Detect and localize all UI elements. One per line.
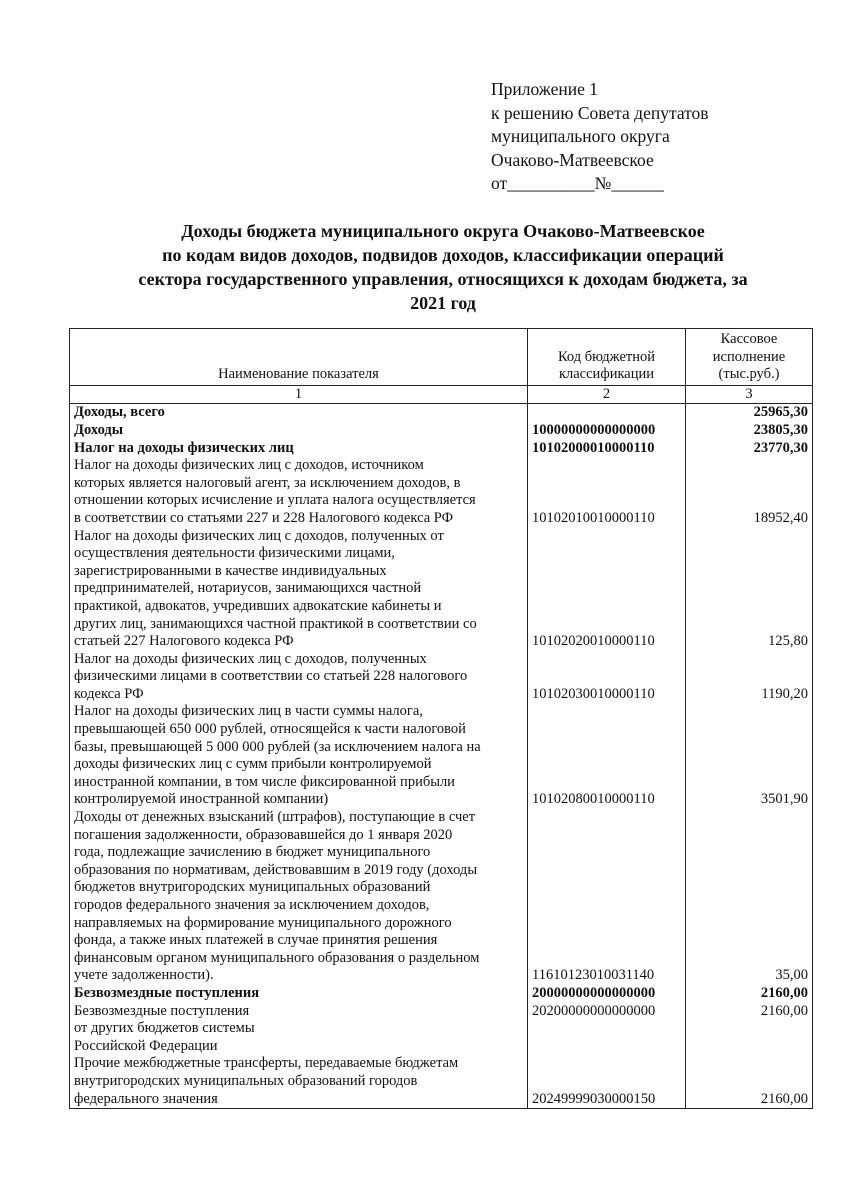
row-amount: 23770,30 bbox=[686, 440, 813, 458]
header-code: Код бюджетной классификации bbox=[528, 329, 686, 386]
row-name-line: Прочие межбюджетные трансферты, передаваемые бюджетам bbox=[74, 1055, 459, 1072]
row-name bbox=[70, 440, 528, 458]
row-name-line: других лиц, занимающихся частной практикой в соответствии со bbox=[74, 615, 477, 632]
table-row bbox=[70, 1003, 813, 1056]
row-amount: 2160,00 bbox=[686, 985, 813, 1003]
row-amount: 2160,00 bbox=[686, 1003, 813, 1056]
column-number-row bbox=[70, 385, 813, 404]
table-row bbox=[70, 703, 813, 809]
row-name-line: доходы физических лиц с сумм прибыли контролируемой bbox=[74, 756, 432, 773]
table-row bbox=[70, 651, 813, 704]
row-name bbox=[70, 703, 528, 809]
row-amount: 25965,30 bbox=[686, 404, 813, 422]
income-table bbox=[69, 328, 813, 1109]
title-line: по кодам видов доходов, подвидов доходов, классификации операций bbox=[162, 245, 724, 265]
row-amount: 2160,00 bbox=[686, 1055, 813, 1108]
appendix-line: Очаково-Матвеевское bbox=[491, 149, 654, 170]
row-code: 20249999030000150 bbox=[528, 1055, 686, 1108]
row-code: 20200000000000000 bbox=[528, 1003, 686, 1056]
document-title bbox=[60, 219, 826, 315]
row-name-line: направляемых на формирование муниципального дорожного bbox=[74, 914, 452, 931]
row-amount: 18952,40 bbox=[686, 457, 813, 527]
column-number: 3 bbox=[686, 385, 813, 404]
row-name-line: предпринимателей, нотариусов, занимающихся частной bbox=[74, 580, 422, 597]
row-name-line: года, подлежащие зачислению в бюджет муниципального bbox=[74, 844, 431, 861]
row-code: 10102000010000110 bbox=[528, 440, 686, 458]
row-name-line: внутригородских муниципальных образований городов bbox=[74, 1072, 418, 1089]
row-name bbox=[70, 1003, 528, 1056]
row-name-line: Налог на доходы физических лиц bbox=[74, 439, 294, 456]
row-amount: 35,00 bbox=[686, 809, 813, 985]
row-name-line: превышающей 650 000 рублей, относящейся к части налоговой bbox=[74, 721, 466, 738]
table-row bbox=[70, 528, 813, 651]
row-name-line: городов федерального значения за исключением доходов, bbox=[74, 897, 430, 913]
table-row bbox=[70, 457, 813, 527]
row-name-line: Налог на доходы физических лиц с доходов, источником bbox=[74, 457, 424, 474]
row-name-line: Доходы от денежных взысканий (штрафов), поступающие в счет bbox=[74, 809, 476, 826]
appendix-line: от__________№______ bbox=[491, 173, 664, 193]
row-name-line: бюджетов внутригородских муниципальных образований bbox=[74, 879, 431, 896]
row-name-line: Доходы, всего bbox=[74, 404, 165, 421]
table-row bbox=[70, 440, 813, 458]
title-line: сектора государственного управления, относящихся к доходам бюджета, за bbox=[138, 269, 748, 289]
row-name-line: Безвозмездные поступления bbox=[74, 984, 260, 1001]
row-name bbox=[70, 1055, 528, 1108]
appendix-line: Приложение 1 bbox=[491, 79, 599, 99]
row-name-line: Российской Федерации bbox=[74, 1037, 218, 1054]
row-code: 11610123010031140 bbox=[528, 809, 686, 985]
row-name-line: Доходы bbox=[74, 421, 124, 438]
row-name-line: базы, превышающей 5 000 000 рублей (за исключением налога на bbox=[74, 738, 481, 755]
table-row bbox=[70, 1055, 813, 1108]
row-code: 10000000000000000 bbox=[528, 422, 686, 440]
row-name bbox=[70, 651, 528, 704]
column-number: 1 bbox=[70, 385, 528, 404]
title-line: Доходы бюджета муниципального округа Очаково-Матвеевское bbox=[181, 221, 705, 241]
row-name bbox=[70, 422, 528, 440]
column-number: 2 bbox=[528, 385, 686, 404]
row-name-line: практикой, адвокатов, учредивших адвокатские кабинеты и bbox=[74, 597, 442, 614]
row-code bbox=[528, 404, 686, 422]
row-name-line: кодекса РФ bbox=[74, 685, 144, 702]
row-name-line: федерального значения bbox=[74, 1090, 218, 1107]
row-code: 10102030010000110 bbox=[528, 651, 686, 704]
row-amount: 23805,30 bbox=[686, 422, 813, 440]
row-code: 10102080010000110 bbox=[528, 703, 686, 809]
table-row bbox=[70, 809, 813, 985]
row-code: 10102020010000110 bbox=[528, 528, 686, 651]
row-name bbox=[70, 809, 528, 985]
row-name-line: Налог на доходы физических лиц в части суммы налога, bbox=[74, 703, 423, 720]
row-amount: 3501,90 bbox=[686, 703, 813, 809]
row-name-line: фонда, а также иных платежей в случае принятия решения bbox=[74, 932, 438, 949]
row-name-line: финансовым органом муниципального образования о раздельном bbox=[74, 949, 480, 966]
row-name bbox=[70, 404, 528, 422]
row-name-line: контролируемой иностранной компании) bbox=[74, 791, 329, 808]
row-name-line: осуществления деятельности физическими лицами, bbox=[74, 545, 395, 562]
table-row bbox=[70, 422, 813, 440]
row-name-line: отношении которых исчисление и уплата налога осуществляется bbox=[74, 492, 476, 509]
appendix-line: муниципального округа bbox=[491, 126, 670, 146]
row-name-line: физическими лицами в соответствии со статьей 228 налогового bbox=[74, 668, 468, 685]
row-name bbox=[70, 528, 528, 651]
income-table-body bbox=[70, 329, 813, 1109]
row-name-line: Налог на доходы физических лиц с доходов, полученных bbox=[74, 650, 427, 667]
row-amount: 125,80 bbox=[686, 528, 813, 651]
row-name bbox=[70, 985, 528, 1003]
row-name-line: статьей 227 Налогового кодекса РФ bbox=[74, 633, 294, 650]
table-header-row bbox=[70, 329, 813, 386]
appendix-block bbox=[491, 78, 831, 196]
row-name bbox=[70, 457, 528, 527]
row-name-line: от других бюджетов системы bbox=[74, 1020, 255, 1037]
row-name-line: погашения задолженности, образовавшейся до 1 января 2020 bbox=[74, 826, 453, 843]
title-line: 2021 год bbox=[410, 293, 476, 313]
row-name-line: Безвозмездные поступления bbox=[74, 1002, 250, 1019]
row-name-line: в соответствии со статьями 227 и 228 Налогового кодекса РФ bbox=[74, 509, 454, 526]
row-name-line: которых является налоговый агент, за исключением доходов, в bbox=[74, 474, 461, 491]
row-code: 10102010010000110 bbox=[528, 457, 686, 527]
row-name-line: Налог на доходы физических лиц с доходов, полученных от bbox=[74, 527, 444, 544]
row-code: 20000000000000000 bbox=[528, 985, 686, 1003]
row-name-line: зарегистрированными в качестве индивидуальных bbox=[74, 562, 387, 579]
appendix-line: к решению Совета депутатов bbox=[491, 102, 709, 123]
table-row bbox=[70, 404, 813, 422]
header-amount: Кассовое исполнение (тыс.руб.) bbox=[686, 329, 813, 386]
row-name-line: иностранной компании, в том числе фиксированной прибыли bbox=[74, 773, 455, 790]
table-row bbox=[70, 985, 813, 1003]
row-amount: 1190,20 bbox=[686, 651, 813, 704]
header-name: Наименование показателя bbox=[70, 329, 528, 386]
row-name-line: учете задолженности). bbox=[74, 967, 214, 984]
row-name-line: образования по нормативам, действовавшим в 2019 году (доходы bbox=[74, 861, 478, 878]
